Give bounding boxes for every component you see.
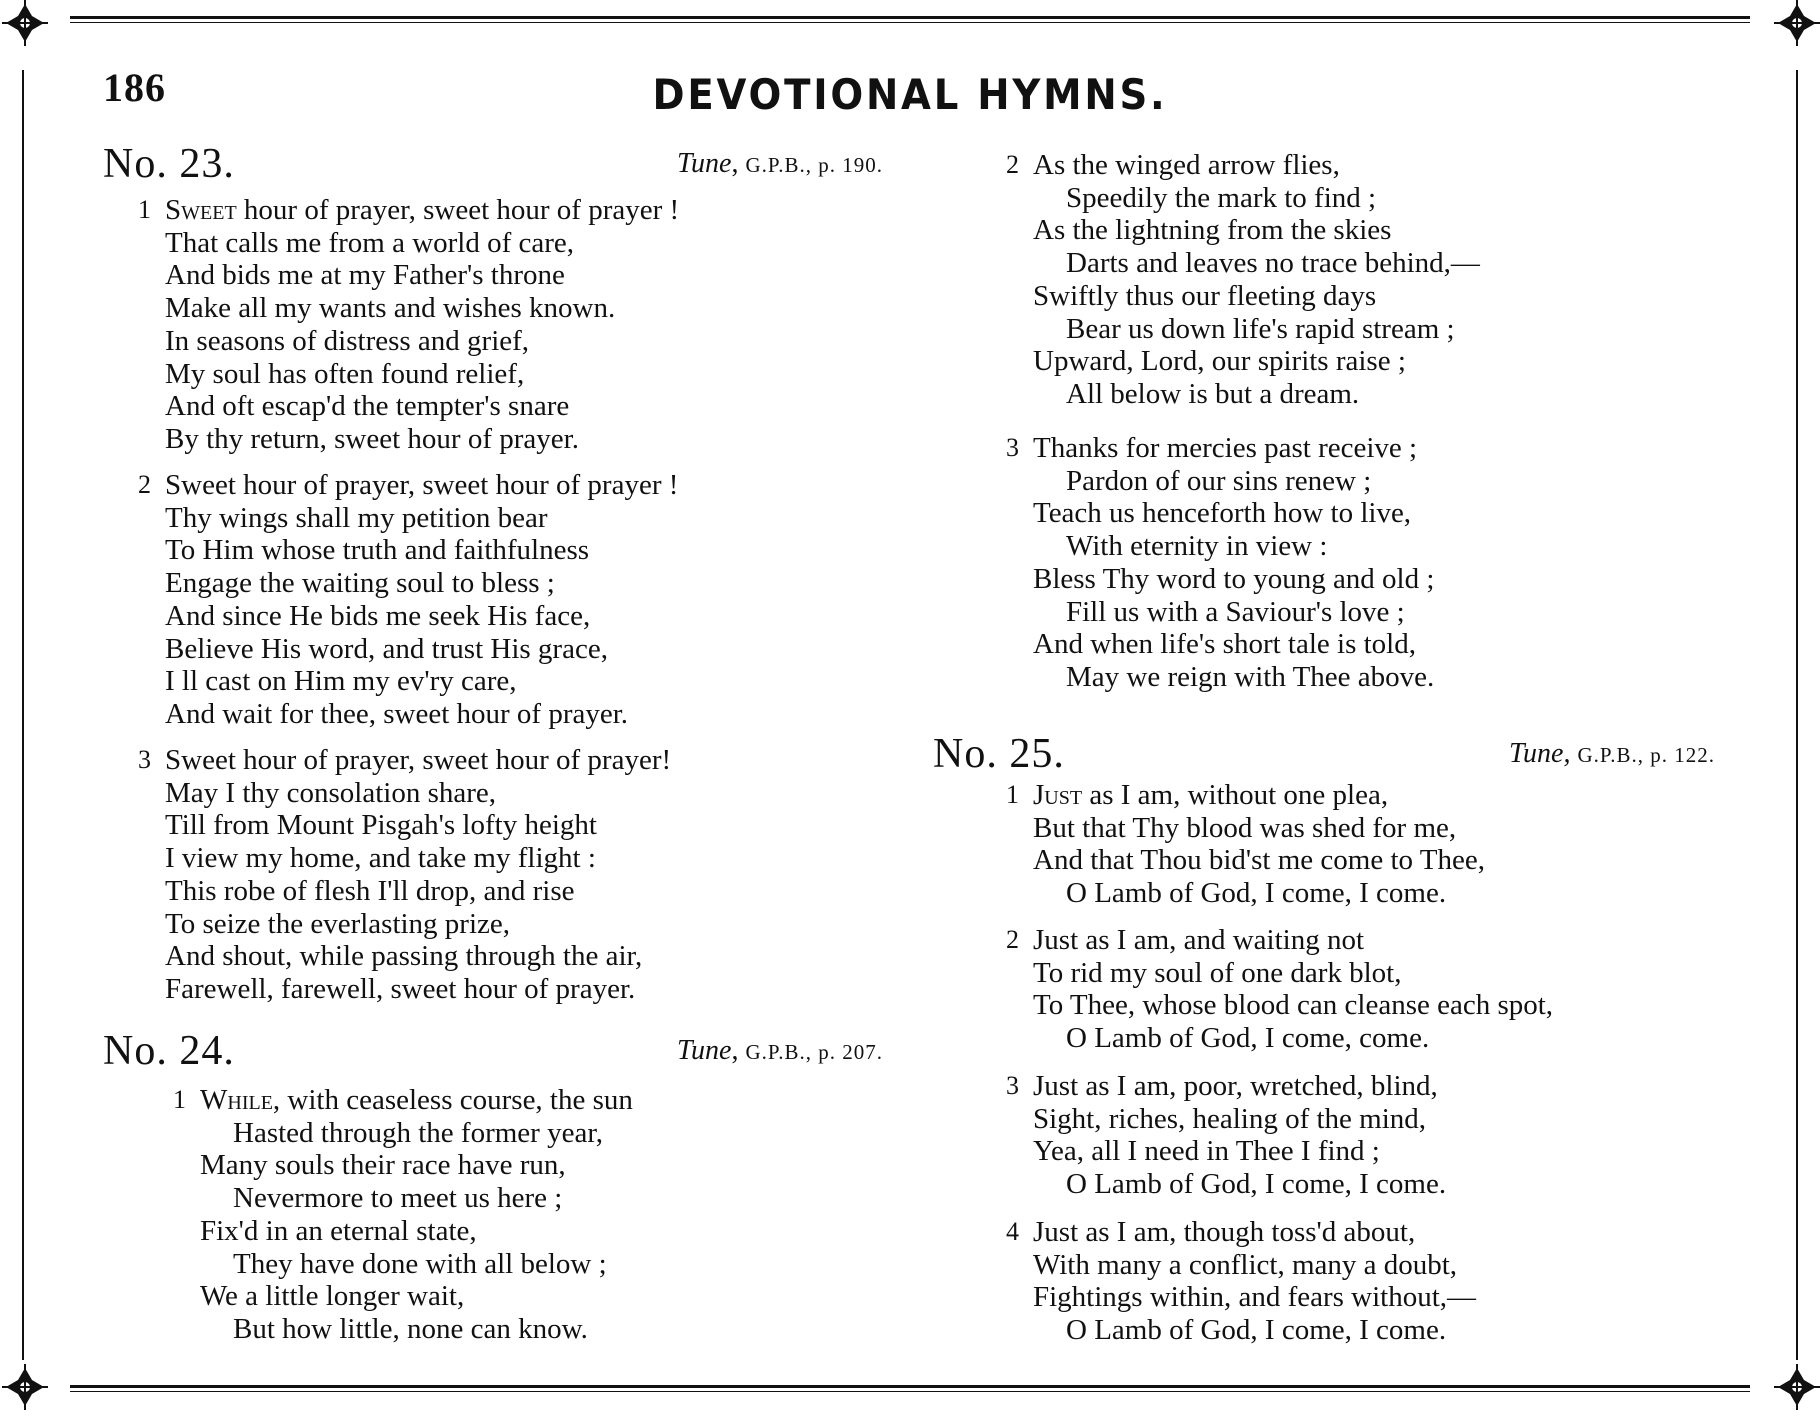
stanza-line: We a little longer wait, (200, 1280, 465, 1313)
stanza-line: Thy wings shall my petition bear (165, 501, 548, 534)
stanza-line: As the winged arrow flies, (1033, 149, 1340, 181)
tune-ref: G.P.B., p. 122. (1577, 743, 1715, 767)
stanza-line (165, 194, 679, 227)
hymn-heading (933, 730, 1715, 780)
hymn-heading (103, 1027, 883, 1077)
hymn-number: No. 24. (103, 1028, 235, 1074)
stanza-line: Hasted through the former year, (233, 1116, 604, 1149)
stanza-line: O Lamb of God, I come, I come. (1066, 1314, 1447, 1347)
stanza-line: Upward, Lord, our spirits raise ; (1033, 345, 1406, 378)
frame-right-line (1796, 70, 1798, 1360)
stanza-line: In seasons of distress and grief, (165, 324, 530, 357)
hymn-number: No. 25. (933, 731, 1065, 777)
stanza (1006, 779, 1485, 910)
stanza-number: 4 (1006, 1217, 1019, 1246)
stanza-line: Many souls their race have run, (200, 1149, 566, 1182)
stanza-line: Fightings within, and fears without,— (1033, 1281, 1477, 1314)
stanza-line (1033, 779, 1485, 812)
stanza-line: I view my home, and take my flight : (165, 842, 596, 875)
corner-ornament-icon (2, 1364, 48, 1410)
stanza-number: 2 (1006, 150, 1019, 179)
stanza-line: Just as I am, poor, wretched, blind, (1033, 1070, 1438, 1102)
stanza-line: Farewell, farewell, sweet hour of prayer. (165, 972, 636, 1005)
stanza-number: 2 (138, 470, 151, 499)
tune-reference: Tune, G.P.B., p. 190. (677, 148, 883, 179)
stanza-line: Darts and leaves no trace behind,— (1066, 247, 1480, 280)
corner-ornament-icon (1774, 1364, 1820, 1410)
stanza-line: To Thee, whose blood can cleanse each spot, (1033, 989, 1554, 1022)
corner-ornament-icon (1774, 0, 1820, 46)
stanza-line: I ll cast on Him my ev'ry care, (165, 665, 517, 698)
frame-bottom-line (70, 1385, 1750, 1388)
stanza (1006, 924, 1554, 1055)
stanza-line: Fill us with a Saviour's love ; (1066, 595, 1405, 628)
corner-ornament-icon (2, 0, 48, 46)
frame-left-line (22, 70, 24, 1360)
stanza (138, 194, 680, 456)
stanza-line: Just as I am, though toss'd about, (1033, 1216, 1416, 1248)
stanza (1006, 149, 1480, 411)
stanza-line: My soul has often found relief, (165, 357, 525, 390)
stanza-line: Just as I am, and waiting not (1033, 924, 1365, 956)
stanza-line: And shout, while passing through the air, (165, 940, 643, 973)
stanza-number: 1 (1006, 780, 1019, 809)
stanza-line: May I thy consolation share, (165, 776, 497, 809)
stanza-line: Fix'd in an eternal state, (200, 1214, 477, 1247)
stanza-line: Bear us down life's rapid stream ; (1066, 312, 1455, 345)
stanza-line: With eternity in view : (1066, 530, 1328, 563)
stanza-number: 3 (1006, 433, 1019, 462)
tune-reference: Tune, G.P.B., p. 207. (677, 1035, 883, 1066)
stanza-line (200, 1084, 633, 1117)
first-line-rest: hour of prayer, sweet hour of prayer ! (236, 194, 680, 226)
stanza (1006, 1070, 1447, 1201)
stanza-line: O Lamb of God, I come, come. (1066, 1022, 1430, 1055)
stanza-line: To seize the everlasting prize, (165, 907, 511, 940)
stanza-line: O Lamb of God, I come, I come. (1066, 1168, 1447, 1201)
stanza (1006, 432, 1435, 694)
stanza-line: And that Thou bid'st me come to Thee, (1033, 844, 1485, 877)
stanza-line: With many a conflict, many a doubt, (1033, 1248, 1458, 1281)
stanza-number: 1 (138, 195, 151, 224)
stanza-number: 3 (138, 745, 151, 774)
stanza-line: By thy return, sweet hour of prayer. (165, 422, 579, 455)
stanza-line: Make all my wants and wishes known. (165, 292, 616, 325)
stanza-line: Engage the waiting soul to bless ; (165, 567, 555, 600)
first-line-rest: as I am, without one plea, (1082, 779, 1389, 811)
stanza-line: Sight, riches, healing of the mind, (1033, 1102, 1427, 1135)
tune-word: Tune (677, 1035, 732, 1066)
stanza-line: And wait for thee, sweet hour of prayer. (165, 697, 629, 730)
stanza (138, 744, 672, 1006)
stanza-line: Believe His word, and trust His grace, (165, 632, 608, 665)
frame-top-line-thin (70, 22, 1750, 23)
stanza-line: And when life's short tale is told, (1033, 628, 1416, 661)
tune-word: Tune (677, 148, 732, 179)
page-title: DEVOTIONAL HYMNS. (652, 70, 1168, 119)
stanza-line: They have done with all below ; (233, 1247, 607, 1280)
stanza-line: Sweet hour of prayer, sweet hour of prayer ! (165, 469, 679, 501)
stanza-line: And bids me at my Father's throne (165, 259, 565, 292)
tune-ref: G.P.B., p. 190. (745, 153, 883, 177)
stanza (138, 469, 679, 731)
stanza-line: And oft escap'd the tempter's snare (165, 390, 570, 423)
stanza-line: To Him whose truth and faithfulness (165, 534, 590, 567)
hymn-heading (103, 140, 883, 190)
stanza-line: But that Thy blood was shed for me, (1033, 811, 1457, 844)
stanza-line: Swiftly thus our fleeting days (1033, 279, 1377, 312)
stanza-line: Bless Thy word to young and old ; (1033, 562, 1435, 595)
stanza-number: 2 (1006, 925, 1019, 954)
stanza-line: Teach us henceforth how to live, (1033, 497, 1412, 530)
stanza-line: Yea, all I need in Thee I find ; (1033, 1135, 1380, 1168)
stanza-line: All below is but a dream. (1066, 377, 1360, 410)
page-number: 186 (103, 65, 166, 110)
stanza-line: To rid my soul of one dark blot, (1033, 956, 1402, 989)
stanza-line: But how little, none can know. (233, 1312, 588, 1345)
stanza-line: Thanks for mercies past receive ; (1033, 432, 1418, 464)
stanza-number: 1 (173, 1085, 186, 1114)
stanza-line: May we reign with Thee above. (1066, 660, 1435, 693)
stanza (173, 1084, 633, 1346)
stanza-line: Pardon of our sins renew ; (1066, 464, 1372, 497)
stanza-line: As the lightning from the skies (1033, 214, 1392, 247)
stanza-line: Till from Mount Pisgah's lofty height (165, 809, 597, 842)
tune-reference (1509, 738, 1715, 770)
stanza-number: 3 (1006, 1071, 1019, 1100)
stanza-line: That calls me from a world of care, (165, 226, 575, 259)
frame-bottom-line-thin (70, 1391, 1750, 1392)
stanza-line: O Lamb of God, I come, I come. (1066, 877, 1447, 910)
tune-ref: G.P.B., p. 207. (745, 1040, 883, 1064)
frame-top-line (70, 16, 1750, 19)
first-line-rest: , with ceaseless course, the sun (272, 1084, 633, 1116)
stanza-line: Nevermore to meet us here ; (233, 1182, 563, 1215)
stanza (1006, 1216, 1477, 1347)
lead-word: Just (1033, 779, 1083, 811)
stanza-line: This robe of flesh I'll drop, and rise (165, 874, 575, 907)
tune-word: Tune, (1509, 738, 1571, 769)
stanza-line: Speedily the mark to find ; (1066, 181, 1377, 214)
stanza-line: Sweet hour of prayer, sweet hour of prayer! (165, 744, 672, 776)
lead-word: While (200, 1084, 273, 1116)
stanza-line: And since He bids me seek His face, (165, 599, 591, 632)
lead-word: Sweet (165, 194, 237, 226)
hymn-number: No. 23. (103, 141, 235, 187)
